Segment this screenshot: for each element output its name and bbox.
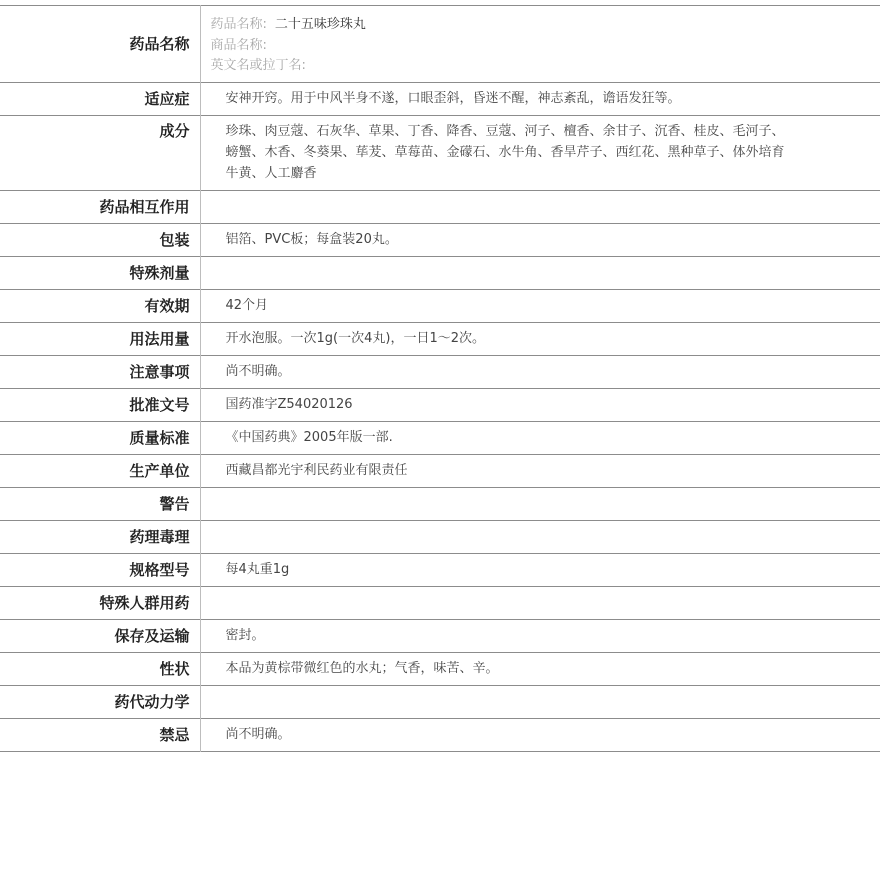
row-label: 质量标准: [0, 422, 200, 455]
row-label: 用法用量: [0, 323, 200, 356]
row-value: 《中国药典》2005年版一部.: [225, 430, 393, 445]
row-label: 特殊人群用药: [0, 587, 200, 620]
row-value: [200, 521, 880, 554]
row-value: [200, 257, 880, 290]
table-row: [0, 224, 880, 257]
generic-name-line: [211, 15, 791, 36]
table-row: [0, 620, 880, 653]
row-value: 珍珠、肉豆蔻、石灰华、草果、丁香、降香、豆蔻、河子、檀香、余甘子、沉香、桂皮、毛河子、螃蟹、木香、冬葵果、荜茇、草莓苗、金礞石、水牛角、香旱芹子、西红花、黑种草子、体外培育牛黄、人工麝香: [225, 124, 785, 181]
row-label: 药理毒理: [0, 521, 200, 554]
row-value: [200, 191, 880, 224]
row-value: 每4丸重1g: [225, 562, 290, 577]
english-name-key: 英文名或拉丁名:: [210, 58, 306, 73]
row-value: [200, 587, 880, 620]
row-label: 警告: [0, 488, 200, 521]
generic-name-value: 二十五味珍珠丸: [274, 17, 366, 32]
row-value: 西藏昌都光宇利民药业有限责任: [225, 463, 408, 478]
table-row: [0, 719, 880, 752]
row-label: 药品相互作用: [0, 191, 200, 224]
row-value: [200, 488, 880, 521]
trade-name-key: 商品名称:: [210, 37, 267, 53]
table-row: [0, 455, 880, 488]
table-row: [0, 488, 880, 521]
row-label: 有效期: [0, 290, 200, 323]
generic-name-key: 药品名称:: [210, 17, 267, 32]
table-row: [0, 323, 880, 356]
row-value: [200, 686, 880, 719]
row-label-drug-name: 药品名称: [0, 6, 200, 83]
row-value: 尚不明确。: [225, 727, 291, 742]
table-row: [0, 587, 880, 620]
row-value: 42个月: [225, 298, 269, 313]
trade-name-line: [211, 36, 791, 57]
row-value: 密封。: [225, 628, 265, 643]
drug-info-table: [0, 5, 880, 752]
table-row: [0, 356, 880, 389]
row-value: 安神开窍。用于中风半身不遂，口眼歪斜，昏迷不醒，神志紊乱，谵语发狂等。: [225, 91, 681, 106]
table-row: [0, 422, 880, 455]
row-value: 本品为黄棕带微红色的水丸；气香，味苦、辛。: [225, 661, 499, 676]
table-row: [0, 116, 880, 191]
row-label: 药代动力学: [0, 686, 200, 719]
row-label: 生产单位: [0, 455, 200, 488]
row-label: 注意事项: [0, 356, 200, 389]
row-value: 铝箔、PVC板；每盒装20丸。: [225, 232, 398, 247]
row-label: 批准文号: [0, 389, 200, 422]
row-label: 性状: [0, 653, 200, 686]
table-row: [0, 389, 880, 422]
row-label: 规格型号: [0, 554, 200, 587]
row-label: 保存及运输: [0, 620, 200, 653]
drug-name-cell: [200, 6, 880, 83]
table-row: [0, 83, 880, 116]
table-row: [0, 191, 880, 224]
row-label: 禁忌: [0, 719, 200, 752]
table-row: [0, 653, 880, 686]
row-label: 适应症: [0, 83, 200, 116]
row-value: 国药准字Z54020126: [225, 397, 353, 412]
table-row: [0, 521, 880, 554]
table-row: [0, 290, 880, 323]
english-name-line: [211, 56, 791, 77]
row-value: 尚不明确。: [225, 364, 291, 379]
row-label: 特殊剂量: [0, 257, 200, 290]
row-drug-name: [0, 6, 880, 83]
table-row: [0, 686, 880, 719]
table-row: [0, 554, 880, 587]
table-row: [0, 257, 880, 290]
row-label: 包装: [0, 224, 200, 257]
row-label: 成分: [0, 116, 200, 191]
row-value: 开水泡服。一次1g(一次4丸)，一日1～2次。: [225, 331, 485, 346]
